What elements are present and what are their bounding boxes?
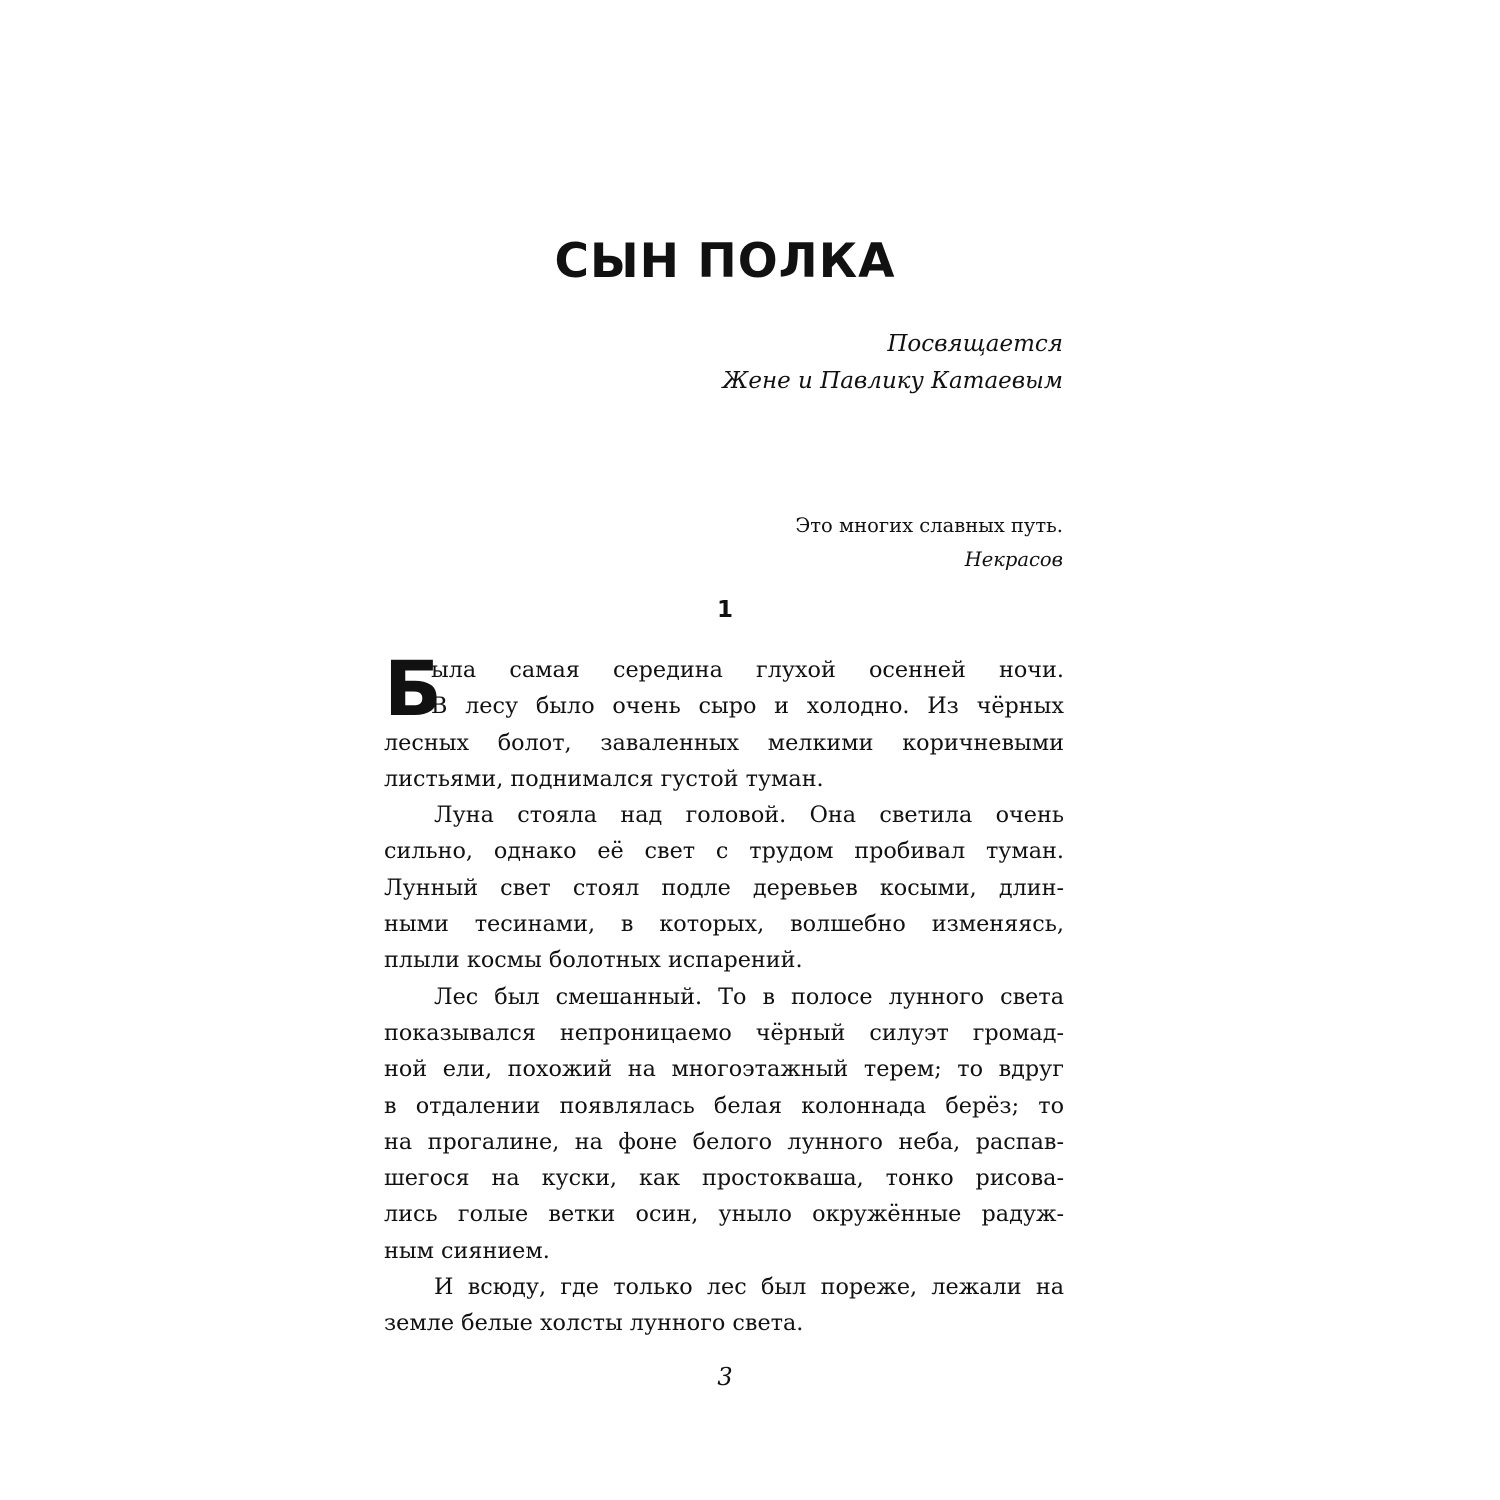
epigraph bbox=[795, 509, 1063, 577]
dedication-line-2: Жене и Павлику Катаевым bbox=[722, 368, 1063, 394]
text-line: лесных болот, заваленных мелкими коричневыми bbox=[384, 729, 1064, 756]
text-line: сильно, однако её свет с трудом пробивал туман. bbox=[384, 838, 1064, 865]
epigraph-author: Некрасов bbox=[964, 548, 1063, 571]
page-title: СЫН ПОЛКА bbox=[554, 234, 896, 289]
text-line: Луна стояла над головой. Она светила очень bbox=[434, 802, 1064, 829]
text-line: в отдалении появлялась белая колоннада берёз; то bbox=[384, 1092, 1064, 1119]
dedication-line-1: Посвящается bbox=[887, 331, 1063, 357]
text-line: Лунный свет стоял подле деревьев косыми, длин- bbox=[384, 874, 1064, 901]
text-line: лись голые ветки осин, уныло окружённые радуж- bbox=[384, 1201, 1064, 1228]
page-number: 3 bbox=[717, 1363, 733, 1391]
dedication bbox=[723, 326, 1064, 400]
drop-cap: Б bbox=[384, 656, 442, 722]
text-line: ыла самая середина глухой осенней ночи. bbox=[431, 657, 1064, 683]
chapter-text bbox=[384, 652, 1064, 1342]
chapter-number: 1 bbox=[716, 597, 733, 623]
text-line: В лесу было очень сыро и холодно. Из чёрных bbox=[431, 693, 1064, 720]
text-line: земле белые холсты лунного света. bbox=[384, 1310, 804, 1337]
text-line: плыли космы болотных испарений. bbox=[384, 947, 803, 974]
text-line: ным сиянием. bbox=[384, 1237, 550, 1264]
epigraph-quote: Это многих славных путь. bbox=[795, 514, 1063, 537]
text-line: листьями, поднимался густой туман. bbox=[384, 765, 824, 792]
text-line: ной ели, похожий на многоэтажный терем; то вдруг bbox=[384, 1056, 1064, 1083]
text-line: на прогалине, на фоне белого лунного неба, распав- bbox=[384, 1128, 1064, 1155]
text-line: И всюду, где только лес был пореже, лежали на bbox=[434, 1274, 1064, 1301]
text-line: шегося на куски, как простокваша, тонко рисова- bbox=[384, 1165, 1064, 1192]
text-line: Лес был смешанный. То в полосе лунного света bbox=[434, 983, 1064, 1010]
text-line: ными тесинами, в которых, волшебно изменяясь, bbox=[384, 911, 1064, 938]
text-line: показывался непроницаемо чёрный силуэт громад- bbox=[384, 1019, 1064, 1046]
